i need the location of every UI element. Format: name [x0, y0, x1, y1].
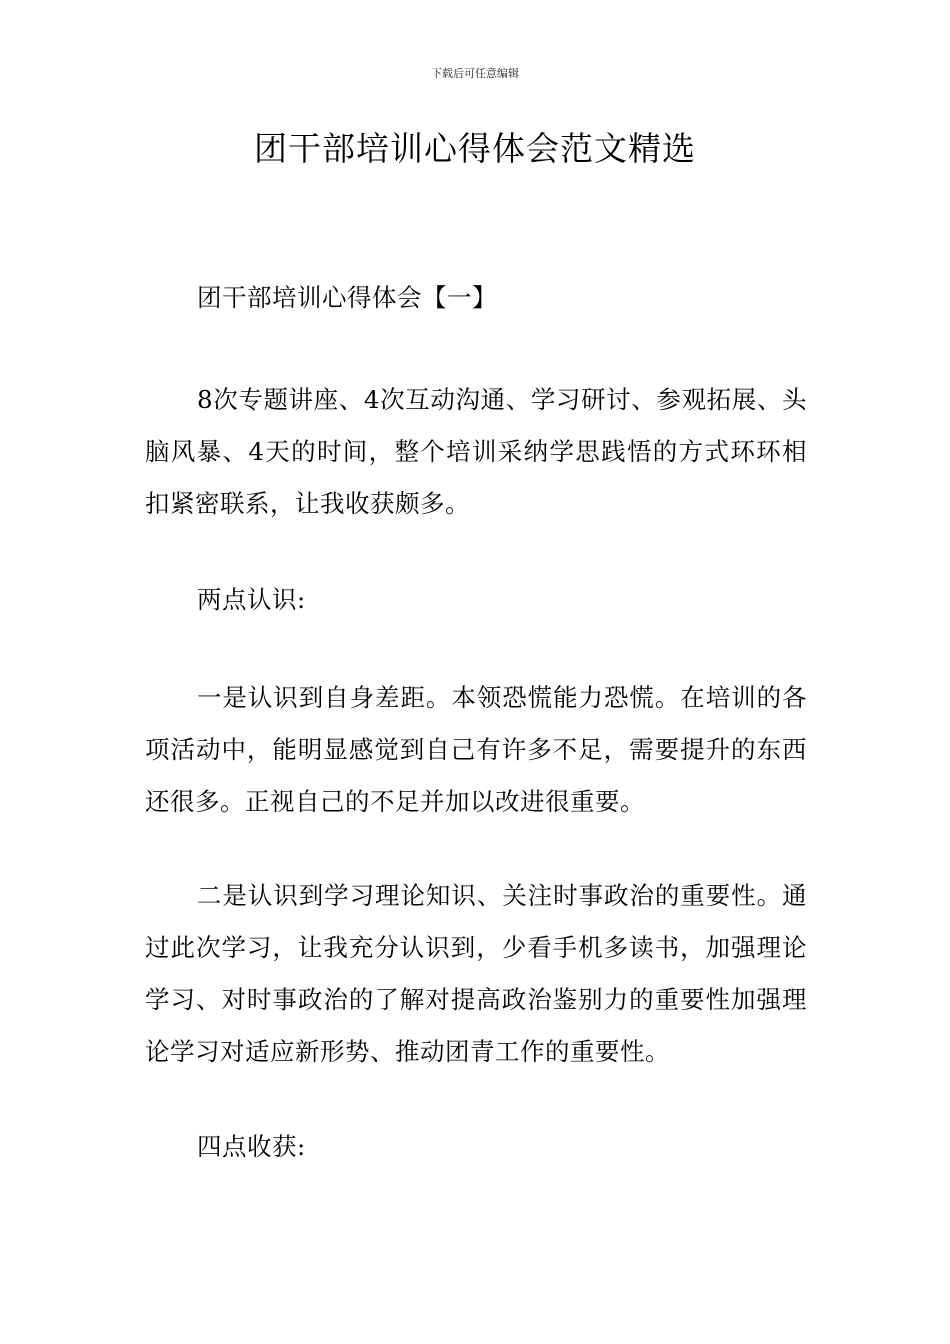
section-heading-1: 团干部培训心得体会【一】 [197, 283, 497, 312]
paragraph-two-points-heading: 两点认识: [197, 585, 306, 614]
header-note: 下载后可任意编辑 [431, 67, 519, 80]
paragraph-point-one: 一是认识到自身差距。本领恐慌能力恐慌。在培训的各项活动中，能明显感觉到自己有许多不足，需要提升的东西还很多。正视自己的不足并加以改进很重要。 [145, 683, 807, 816]
paragraph-four-gains-heading: 四点收获: [197, 1132, 306, 1161]
document-title: 团干部培训心得体会范文精选 [254, 129, 696, 168]
paragraph-point-two: 二是认识到学习理论知识、关注时事政治的重要性。通过此次学习，让我充分认识到，少看手机多读书，加强理论学习、对时事政治的了解对提高政治鉴别力的重要性加强理论学习对适应新形势、推动团青工作的重要性。 [145, 881, 807, 1066]
paragraph-intro: 8次专题讲座、4次互动沟通、学习研讨、参观拓展、头脑风暴、4天的时间，整个培训采纳学思践悟的方式环环相扣紧密联系，让我收获颇多。 [145, 385, 807, 518]
